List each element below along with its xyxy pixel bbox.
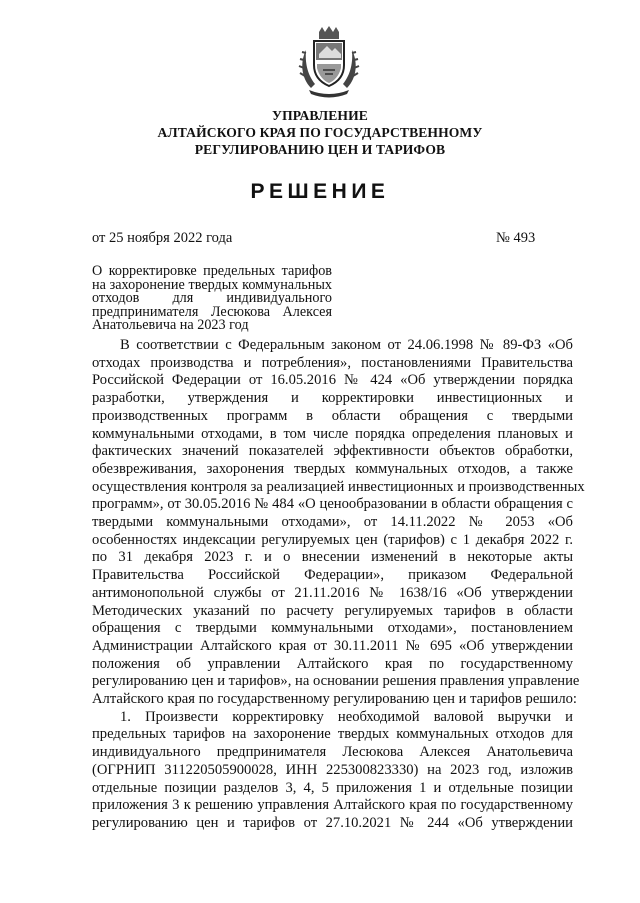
document-body <box>92 337 585 833</box>
body-line: предельных тарифов на захоронение твердых коммунальных отходов для <box>92 726 573 743</box>
body-line: (ОГРНИП 311220505900028, ИНН 225300823330) на 2023 год, изложив <box>92 761 573 778</box>
body-line: твердыми коммунальными отходами», от 14.11.2022 № 2053 «Об <box>92 514 573 531</box>
body-line: приложения 3 к решению управления Алтайского края по государственному <box>92 797 573 814</box>
subject-line: на захоронение твердых коммунальных <box>92 276 332 293</box>
body-line: 1. Произвести корректировку необходимой валовой выручки и <box>120 708 573 725</box>
body-line: индивидуального предпринимателя Лесюкова Алексея Анатольевича <box>92 744 573 761</box>
subject-line: Анатольевича на 2023 год <box>92 317 249 334</box>
body-line: регулированию цен и тарифов», на основании решения правления управление <box>92 673 580 690</box>
body-line: программ», от 30.05.2016 № 484 «О ценообразовании в области обращения с <box>92 496 573 513</box>
body-line: особенностях индексации регулируемых цен (тарифов) с 1 декабря 2022 г. <box>92 531 573 548</box>
body-line: разработки, утверждения и корректировки инвестиционных и <box>92 390 573 407</box>
body-line: осуществления контроля за реализацией инвестиционных и производственных <box>92 478 585 495</box>
subject-line: О корректировке предельных тарифов <box>92 263 332 279</box>
org-line: РЕГУЛИРОВАНИЮ ЦЕН И ТАРИФОВ <box>194 142 446 157</box>
body-line: В соответствии с Федеральным законом от 24.06.1998 № 89-ФЗ «Об <box>120 337 573 353</box>
body-line: коммунальными отходами, в том числе порядка определения плановых и <box>92 425 573 442</box>
body-line: регулированию цен и тарифов от 27.10.2021 № 244 «Об утверждении <box>92 814 573 831</box>
body-line: обращения с твердыми коммунальными отходами», постановлением <box>92 620 573 637</box>
body-line: Администрации Алтайского края от 30.11.2011 № 695 «Об утверждении <box>92 637 573 654</box>
subject-line: предпринимателя Лесюкова Алексея <box>92 303 332 320</box>
document-type-title: РЕШЕНИЕ <box>250 180 390 203</box>
body-line: Методических указаний по расчету регулируемых тарифов в области <box>92 602 573 619</box>
document-subject <box>92 265 332 333</box>
altai-krai-coat-of-arms-icon <box>297 26 361 100</box>
body-line: фактических значений показателей эффективности объектов обработки, <box>92 443 573 460</box>
body-line: обезвреживания, захоронения твердых коммунальных отходов, а также <box>92 460 573 477</box>
body-line: положения об управлении Алтайского края по государственному <box>92 655 573 672</box>
body-line: по 31 декабря 2023 г. и о внесении изменений в некоторые акты <box>92 549 573 566</box>
body-line: отдельные позиции разделов 3, 4, 5 приложения 1 и отдельные позиции <box>92 779 573 796</box>
body-line: антимонопольной службы от 21.11.2016 № 1638/16 «Об утверждении <box>92 584 573 601</box>
body-line: производственных программ в области обращения с твердыми <box>92 407 573 424</box>
body-line: отходах производства и потребления», постановлениями Правительства <box>92 354 573 371</box>
body-line: Алтайского края по государственному регулированию цен и тарифов решило: <box>92 691 577 708</box>
body-line: Правительства Российской Федерации», приказом Федеральной <box>92 567 573 584</box>
body-line: Российской Федерации от 16.05.2016 № 424 «Об утверждении порядка <box>92 372 573 389</box>
document-number: № 493 <box>496 230 536 246</box>
org-line: АЛТАЙСКОГО КРАЯ ПО ГОСУДАРСТВЕННОМУ <box>157 125 483 140</box>
org-line: УПРАВЛЕНИЕ <box>272 108 368 123</box>
issuing-organization <box>0 107 640 158</box>
document-date: от 25 ноября 2022 года <box>92 230 233 246</box>
subject-line: отходов для индивидуального <box>92 290 332 307</box>
